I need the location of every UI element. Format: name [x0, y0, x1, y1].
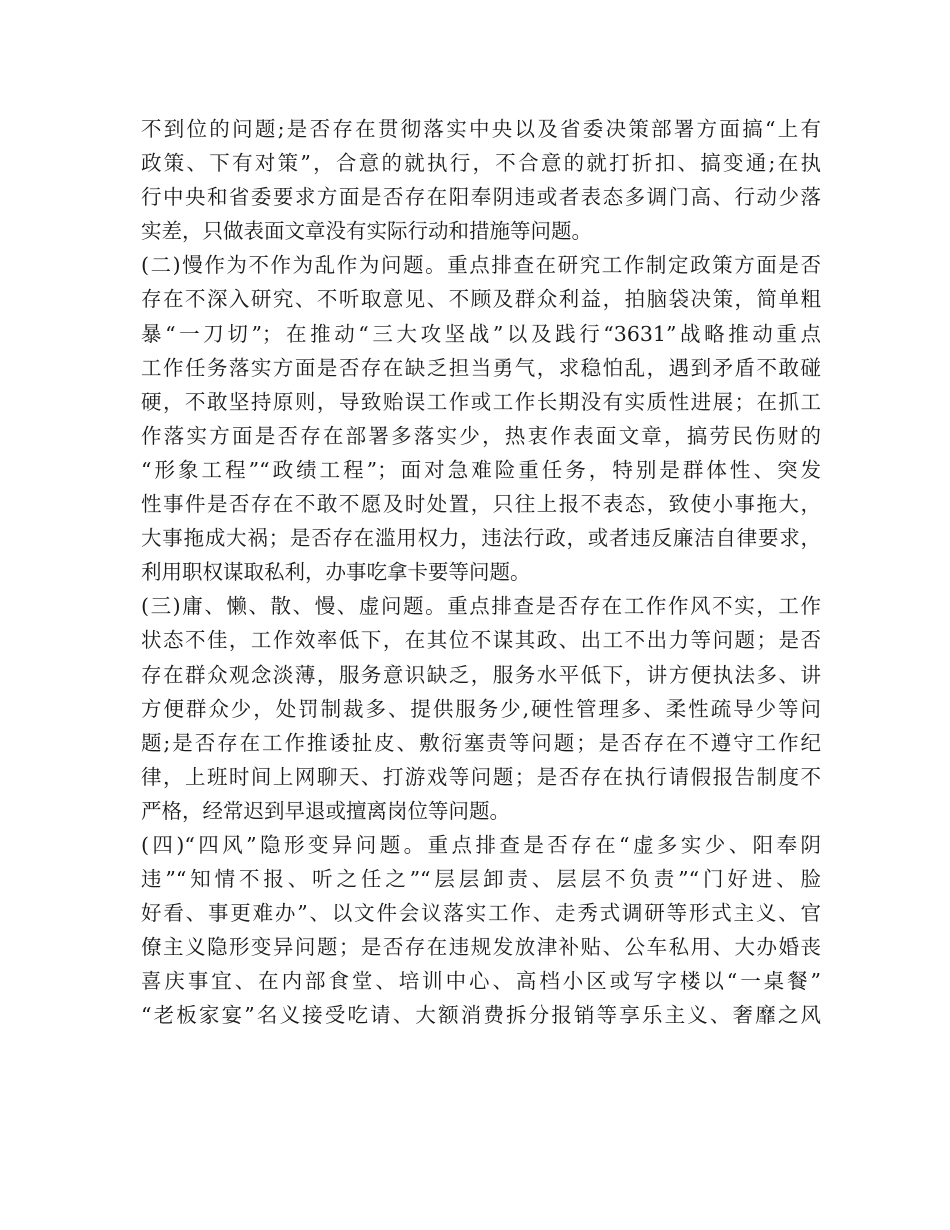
- section-heading-line: (三)庸、懒、散、慢、虚问题。重点排查是否存在工作作风不实，工作: [141, 594, 821, 619]
- text-line: 作落实方面是否存在部署多落实少，热衷作表面文章，搞劳民伤财的: [141, 423, 821, 448]
- text-line: 僚主义隐形变异问题；是否存在违规发放津补贴、公车私用、大办婚丧: [141, 935, 821, 960]
- text-line: 好看、事更难办”、以文件会议落实工作、走秀式调研等形式主义、官: [141, 901, 821, 926]
- text-line: 利用职权谋取私利，办事吃拿卡要等问题。: [141, 560, 531, 585]
- text-line: 严格，经常迟到早退或擅离岗位等问题。: [141, 798, 510, 823]
- text-line: 行中央和省委要求方面是否存在阳奉阴违或者表态多调门高、行动少落: [141, 185, 821, 210]
- text-line: 硬，不敢坚持原则，导致贻误工作或工作长期没有实质性进展；在抓工: [141, 389, 821, 414]
- text-line: 政策、下有对策”，合意的就执行，不合意的就打折扣、搞变通;在执: [141, 151, 821, 176]
- text-line: 方便群众少，处罚制裁多、提供服务少,硬性管理多、柔性疏导少等问: [141, 696, 821, 721]
- text-line: 性事件是否存在不敢不愿及时处置，只往上报不表态，致使小事拖大，: [141, 492, 821, 517]
- section-heading-line: (四)“四风”隐形变异问题。重点排查是否存在“虚多实少、阳奉阴: [141, 832, 821, 857]
- text-line: 工作任务落实方面是否存在缺乏担当勇气，求稳怕乱，遇到矛盾不敢碰: [141, 355, 821, 380]
- text-line: 大事拖成大祸；是否存在滥用权力，违法行政，或者违反廉洁自律要求，: [141, 526, 821, 551]
- section-heading-line: (二)慢作为不作为乱作为问题。重点排查在研究工作制定政策方面是否: [141, 253, 821, 278]
- text-line: 状态不佳，工作效率低下，在其位不谋其政、出工不出力等问题；是否: [141, 628, 821, 653]
- body-text: [141, 112, 821, 1033]
- text-line: 存在群众观念淡薄，服务意识缺乏，服务水平低下，讲方便执法多、讲: [141, 662, 821, 687]
- text-line: 实差，只做表面文章没有实际行动和措施等问题。: [141, 219, 592, 244]
- text-line: 题;是否存在工作推诿扯皮、敷衍塞责等问题；是否存在不遵守工作纪: [141, 730, 821, 755]
- text-line: 律，上班时间上网聊天、打游戏等问题；是否存在执行请假报告制度不: [141, 764, 821, 789]
- text-line: “老板家宴”名义接受吃请、大额消费拆分报销等享乐主义、奢靡之风: [141, 1003, 821, 1028]
- text-line: “形象工程”“政绩工程”；面对急难险重任务，特别是群体性、突发: [141, 457, 821, 482]
- text-line: 暴“一刀切”；在推动“三大攻坚战”以及践行“3631”战略推动重点: [141, 321, 821, 346]
- text-line: 存在不深入研究、不听取意见、不顾及群众利益，拍脑袋决策，简单粗: [141, 287, 821, 312]
- text-line: 喜庆事宜、在内部食堂、培训中心、高档小区或写字楼以“一桌餐”: [141, 969, 821, 994]
- text-line: 不到位的问题;是否存在贯彻落实中央以及省委决策部署方面搞“上有: [141, 117, 821, 141]
- text-line: 违”“知情不报、听之任之”“层层卸责、层层不负责”“门好进、脸: [141, 867, 821, 892]
